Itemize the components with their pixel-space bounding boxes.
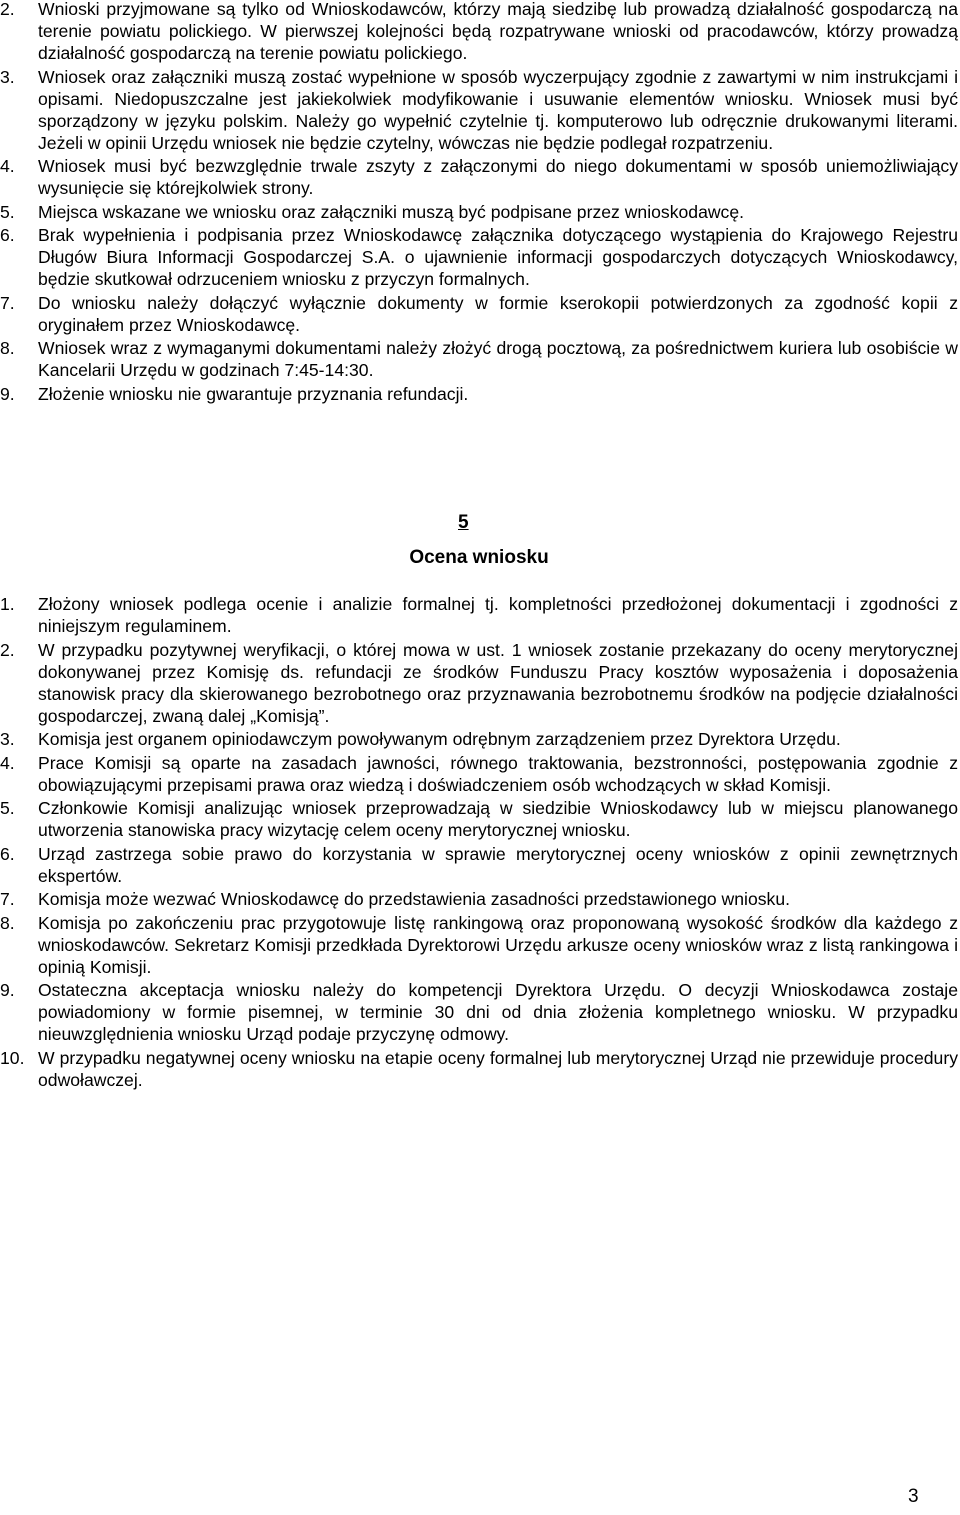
item-number: 2. xyxy=(0,0,15,19)
list-item xyxy=(0,201,958,223)
requirements-list xyxy=(0,0,958,406)
list-item xyxy=(0,728,958,750)
item-number: 10. xyxy=(0,1047,25,1068)
item-text: Do wniosku należy dołączyć wyłącznie dokumenty w formie kserokopii potwierdzonych za zgodność kopii z oryginałem przez Wnioskodawcę. xyxy=(38,292,958,335)
list-item xyxy=(0,292,958,336)
list-item xyxy=(0,912,958,978)
item-text: Wniosek wraz z wymaganymi dokumentami należy złożyć drogą pocztową, za pośrednictwem kuriera lub osobiście w Kancelarii Urzędu w godzinach 7:45-14:30. xyxy=(38,338,958,380)
item-text: Członkowie Komisji analizując wniosek przeprowadzają w siedzibie Wnioskodawcy lub w miejscu planowanego utworzenia stanowiska pracy wizytację celem oceny merytorycznej wniosku. xyxy=(38,798,958,840)
item-number: 2. xyxy=(0,639,15,660)
list-item xyxy=(0,979,958,1045)
list-item xyxy=(0,224,958,290)
list-item xyxy=(0,383,958,405)
section-number: 5 xyxy=(458,512,469,533)
item-text: Prace Komisji są oparte na zasadach jawności, równego traktowania, bezstronności, postępowania zgodnie z obowiązującymi przepisami prawa oraz wiedzą i doświadczeniem osób wchodzących w skład Komisji. xyxy=(38,752,958,795)
item-number: 5. xyxy=(0,201,15,222)
item-text: Komisja po zakończeniu prac przygotowuje listę rankingową oraz proponowaną wysokość środków dla każdego z wnioskodawców. Sekretarz Komisji przedkłada Dyrektorowi Urzędu arkusze oceny wniosków wraz z listą rankingowa i opinią Komisji. xyxy=(38,912,958,977)
list-item xyxy=(0,593,958,637)
item-number: 4. xyxy=(0,752,15,773)
page-number: 3 xyxy=(908,1486,919,1507)
item-number: 9. xyxy=(0,383,15,404)
item-number: 7. xyxy=(0,292,15,313)
list-item xyxy=(0,337,958,381)
item-number: 4. xyxy=(0,156,15,176)
list-item xyxy=(0,155,958,199)
list-item xyxy=(0,1047,958,1091)
item-number: 6. xyxy=(0,225,15,245)
item-number: 3. xyxy=(0,729,15,749)
list-item xyxy=(0,843,958,887)
list-item xyxy=(0,0,958,64)
item-number: 8. xyxy=(0,338,15,358)
list-item xyxy=(0,888,958,910)
item-text: W przypadku negatywnej oceny wniosku na etapie oceny formalnej lub merytorycznej Urząd nie przewiduje procedury odwoławczej. xyxy=(38,1047,958,1090)
item-number: 6. xyxy=(0,843,15,864)
evaluation-list xyxy=(0,593,958,1092)
item-text: Wniosek musi być bezwzględnie trwale zszyty z załączonymi do niego dokumentami w sposób uniemożliwiający wysunięcie się którejkolwiek strony. xyxy=(38,156,958,198)
item-number: 1. xyxy=(0,594,15,614)
item-text: Wnioski przyjmowane są tylko od Wnioskodawców, którzy mają siedzibę lub prowadzą działalność gospodarczą na terenie powiatu polickiego. W pierwszej kolejności będą rozpatrywane wnioski od pracodawców, którzy prowadzą działalność gospodarczą na terenie powiatu polickiego. xyxy=(38,0,958,63)
item-text: Miejsca wskazane we wniosku oraz załączniki muszą być podpisane przez wnioskodawcę. xyxy=(38,201,745,222)
item-number: 9. xyxy=(0,980,15,1000)
item-text: Ostateczna akceptacja wniosku należy do kompetencji Dyrektora Urzędu. O decyzji Wnioskodawca zostaje powiadomiony w formie pisemnej, w terminie 30 dni od dnia złożenia kompletnego wniosku. W przypadku nieuwzględnienia wniosku Urząd podaje przyczynę odmowy. xyxy=(38,980,958,1044)
item-number: 8. xyxy=(0,912,15,933)
item-number: 5. xyxy=(0,798,15,818)
section-title: Ocena wniosku xyxy=(409,547,549,568)
item-number: 7. xyxy=(0,889,15,909)
item-text: Urząd zastrzega sobie prawo do korzystania w sprawie merytorycznej oceny wniosków z opinii zewnętrznych ekspertów. xyxy=(38,843,958,886)
item-text: Złożenie wniosku nie gwarantuje przyznania refundacji. xyxy=(38,383,469,404)
item-text: Komisja jest organem opiniodawczym powoływanym odrębnym zarządzeniem przez Dyrektora Urzędu. xyxy=(38,729,841,749)
item-text: Brak wypełnienia i podpisania przez Wnioskodawcę załącznika dotyczącego wystąpienia do Krajowego Rejestru Długów Biura Informacji Gospodarczej S.A. o ujawnienie informacji gospodarczych dotyczących Wnioskodawcy, będzie skutkował odrzuceniem wniosku z przyczyn formalnych. xyxy=(38,225,958,289)
item-text: Wniosek oraz załączniki muszą zostać wypełnione w sposób wyczerpujący zgodnie z zawartymi w nim instrukcjami i opisami. Niedopuszczalne jest jakiekolwiek modyfikowanie i usuwanie elementów wniosku. Wniosek musi być sporządzony w języku polskim. Należy go wypełnić czytelnie tj. komputerowo lub odręcznie drukowanymi literami. Jeżeli w opinii Urzędu wniosek nie będzie czytelny, wówczas nie będzie podlegał rozpatrzeniu. xyxy=(38,66,958,153)
list-item xyxy=(0,639,958,727)
item-text: Komisja może wezwać Wnioskodawcę do przedstawienia zasadności przedstawionego wniosku. xyxy=(38,889,791,909)
item-text: Złożony wniosek podlega ocenie i analizie formalnej tj. kompletności przedłożonej dokumentacji i zgodności z niniejszym regulaminem. xyxy=(38,594,958,636)
list-item xyxy=(0,752,958,796)
list-item xyxy=(0,797,958,841)
list-item xyxy=(0,66,958,154)
item-text: W przypadku pozytywnej weryfikacji, o której mowa w ust. 1 wniosek zostanie przekazany do oceny merytorycznej dokonywanej przez Komisję ds. refundacji ze środków Funduszu Pracy kosztów wyposażenia i doposażenia stanowisk pracy dla skierowanego bezrobotnego oraz przyznawania bezrobotnemu środków na podjęcie działalności gospodarczej, zwaną dalej „Komisją”. xyxy=(38,639,958,726)
item-number: 3. xyxy=(0,66,15,87)
